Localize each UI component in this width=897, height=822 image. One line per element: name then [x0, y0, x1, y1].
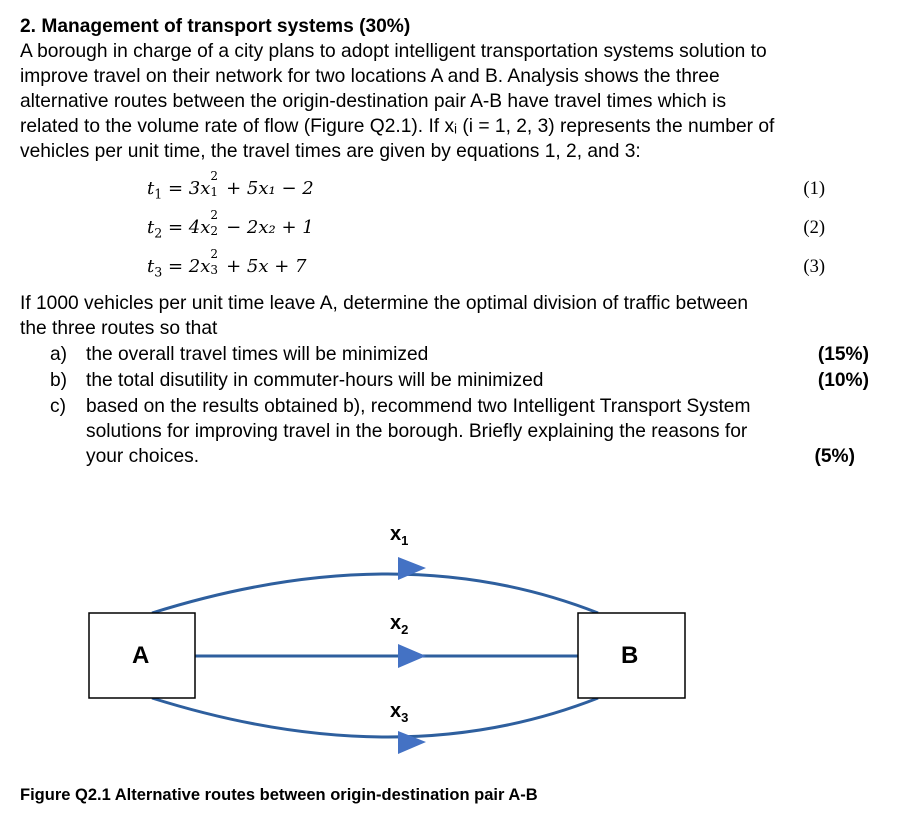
part-c-label: c) [50, 396, 66, 417]
equation-3-number: (3) [803, 257, 825, 277]
part-c-text-3: your choices. [86, 446, 200, 467]
route-1-arrow [398, 557, 426, 580]
part-c-text-1: based on the results obtained b), recommend two Intelligent Transport System [86, 396, 751, 417]
intro-line-5: vehicles per unit time, the travel times are given by equations 1, 2, and 3: [20, 141, 641, 162]
part-b-label: b) [50, 370, 68, 391]
prompt-line-1: If 1000 vehicles per unit time leave A, determine the optimal division of traffic between [20, 293, 749, 314]
part-b-text: the total disutility in commuter-hours will be minimized [86, 370, 544, 391]
intro-line-1: A borough in charge of a city plans to adopt intelligent transportation systems solution to [20, 41, 767, 62]
intro-line-2: improve travel on their network for two locations A and B. Analysis shows the three [20, 66, 720, 87]
route-1-label: $x_1$ [390, 523, 409, 548]
route-3-line [152, 698, 598, 737]
equation-2-number: (2) [803, 218, 825, 238]
part-a-marks: (15%) [817, 344, 869, 365]
node-b-label: B [621, 642, 639, 669]
route-1-line [152, 574, 598, 613]
part-a-text: the overall travel times will be minimized [86, 344, 429, 365]
part-a-label: a) [50, 344, 68, 365]
equation-2: $t_2 = 4x$ 2 2 − 2x₂ + 1 [147, 208, 314, 241]
question-heading: 2. Management of transport systems (30%) [20, 16, 411, 37]
prompt-line-2: the three routes so that [20, 318, 218, 339]
equation-1: $t_1 = 3x$ 2 1 + 5x₁ − 2 [147, 169, 314, 202]
part-c-marks: (5%) [814, 446, 855, 467]
intro-line-4: related to the volume rate of flow (Figure Q2.1). If xᵢ (i = 1, 2, 3) represents the number of [20, 116, 775, 137]
equation-3: $t_3 = 2x$ 2 3 + 5x + 7 [147, 247, 307, 280]
equation-1-number: (1) [803, 179, 825, 199]
route-2-arrow [398, 644, 426, 668]
route-3-arrow [398, 731, 426, 754]
node-a-label: A [132, 642, 150, 669]
part-b-marks: (10%) [817, 370, 869, 391]
figure-caption: Figure Q2.1 Alternative routes between origin-destination pair A-B [20, 786, 538, 804]
part-c-text-2: solutions for improving travel in the borough. Briefly explaining the reasons for [86, 421, 748, 442]
intro-line-3: alternative routes between the origin-destination pair A-B have travel times which is [20, 91, 727, 112]
route-2-label: $x_2$ [390, 612, 409, 637]
route-3-label: $x_3$ [390, 700, 409, 725]
